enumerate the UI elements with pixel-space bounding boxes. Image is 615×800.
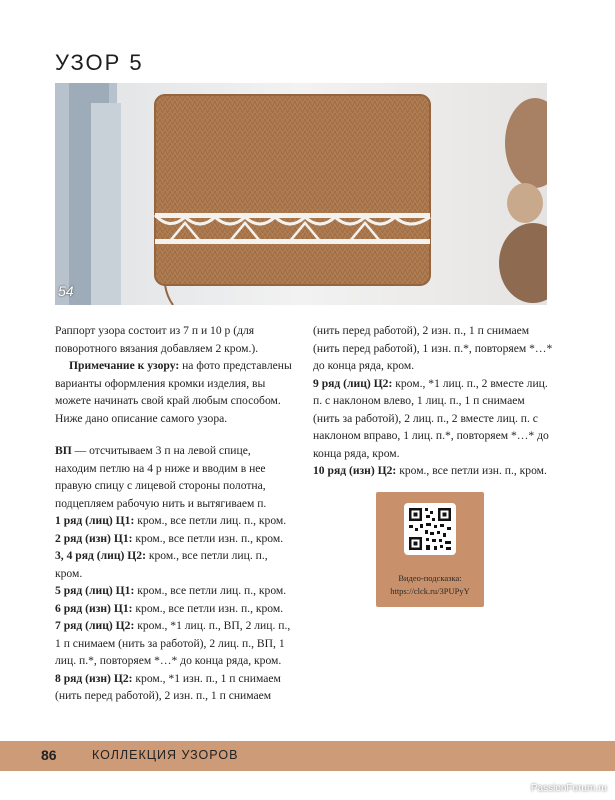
qr-code-icon[interactable] — [404, 503, 456, 555]
row-instruction — [55, 582, 295, 600]
row-label: 8 ряд (изн) Ц2: — [55, 671, 133, 685]
row-text: кром., все петли лиц. п., кром. — [134, 584, 287, 597]
row-label: 10 ряд (изн) Ц2: — [313, 464, 397, 477]
row-text: кром., все петли изн. п., кром. — [132, 601, 284, 615]
row-instruction — [55, 530, 295, 548]
row-text: кром., все петли изн. п., кром. — [132, 531, 284, 545]
vp-text: — отсчитываем 3 п на левой спице, находим петлю на 4 р ниже и вводим в нее правую спицу с лицевой стороны полотна, подцепляем рабочую нить и вытягиваем п. — [55, 444, 267, 510]
row-text: кром., все петли лиц. п., кром. — [55, 549, 268, 580]
row-text: кром., все петли лиц. п., кром. — [134, 514, 287, 527]
page-number: 86 — [41, 747, 57, 763]
row-instruction — [55, 600, 295, 618]
row-text: кром., *1 лиц. п., ВП, 2 лиц. п., 1 п снимаем (нить за работой), 2 лиц. п., ВП, 1 лиц. п.*, повторяем *…* до конца ряда, кром. — [55, 619, 291, 667]
qr-caption-link[interactable]: https://clck.ru/3PUPyY — [390, 586, 470, 596]
watermark: PassionForum.ru — [530, 783, 607, 794]
page-title: УЗОР 5 — [55, 50, 144, 75]
row-label: 2 ряд (изн) Ц1: — [55, 531, 133, 545]
row-text: кром., *1 лиц. п., 2 вместе лиц. п. с наклоном влево, 1 лиц. п., 1 п снимаем (нить за работой), 2 лиц. п., 2 вместе лиц. п. с наклоном вправо, 1 лиц. п.*, повторяем *…* до конца ряда, кром. — [313, 376, 549, 460]
rapport-text: Раппорт узора состоит из 7 п и 10 р (для поворотного вязания добавляем 2 кром.). — [55, 324, 259, 355]
knitting-sample-illustration — [55, 83, 547, 305]
row-label: 5 ряд (лиц) Ц1: — [55, 584, 135, 597]
photo-number: 54 — [58, 283, 74, 299]
row-label: 7 ряд (лиц) Ц2: — [55, 619, 135, 632]
row-text: кром., все петли изн. п., кром. — [396, 464, 547, 477]
row-label: 9 ряд (лиц) Ц2: — [313, 376, 393, 390]
row-text: кром., *1 изн. п., 1 п снимаем (нить перед работой), 2 изн. п., 1 п снимаем — [55, 671, 281, 702]
note-text: на фото представлены варианты оформления кромки изделия, вы можете начинать свой край любым способом. Ниже дано описание самого узора. — [55, 359, 292, 425]
row-label: 3, 4 ряд (лиц) Ц2: — [55, 549, 146, 562]
instructions-left-column — [55, 322, 295, 705]
pattern-note — [55, 357, 295, 427]
row-instruction — [313, 375, 553, 463]
row-label: 1 ряд (лиц) Ц1: — [55, 514, 135, 527]
row-instruction — [55, 617, 295, 670]
video-hint-card — [376, 492, 484, 607]
qr-caption-title: Видео-подсказка: — [398, 573, 462, 583]
knitting-sample-photo — [55, 83, 547, 305]
qr-code-graphic — [404, 503, 456, 555]
page-footer — [0, 741, 615, 771]
vp-definition — [55, 442, 295, 512]
vp-label: ВП — [55, 444, 72, 457]
row-instruction — [55, 670, 295, 705]
note-label: Примечание к узору: — [69, 359, 180, 372]
row-continuation: (нить перед работой), 2 изн. п., 1 п снимаем (нить перед работой), 1 изн. п.*, повторяем *…* до конца ряда, кром. — [313, 324, 553, 372]
row-instruction — [55, 547, 295, 582]
section-title: КОЛЛЕКЦИЯ УЗОРОВ — [92, 748, 239, 762]
qr-caption — [376, 572, 484, 598]
row-instruction — [313, 462, 553, 480]
row-label: 6 ряд (изн) Ц1: — [55, 601, 133, 615]
instructions-right-column — [313, 322, 553, 480]
row-instruction — [55, 512, 295, 530]
